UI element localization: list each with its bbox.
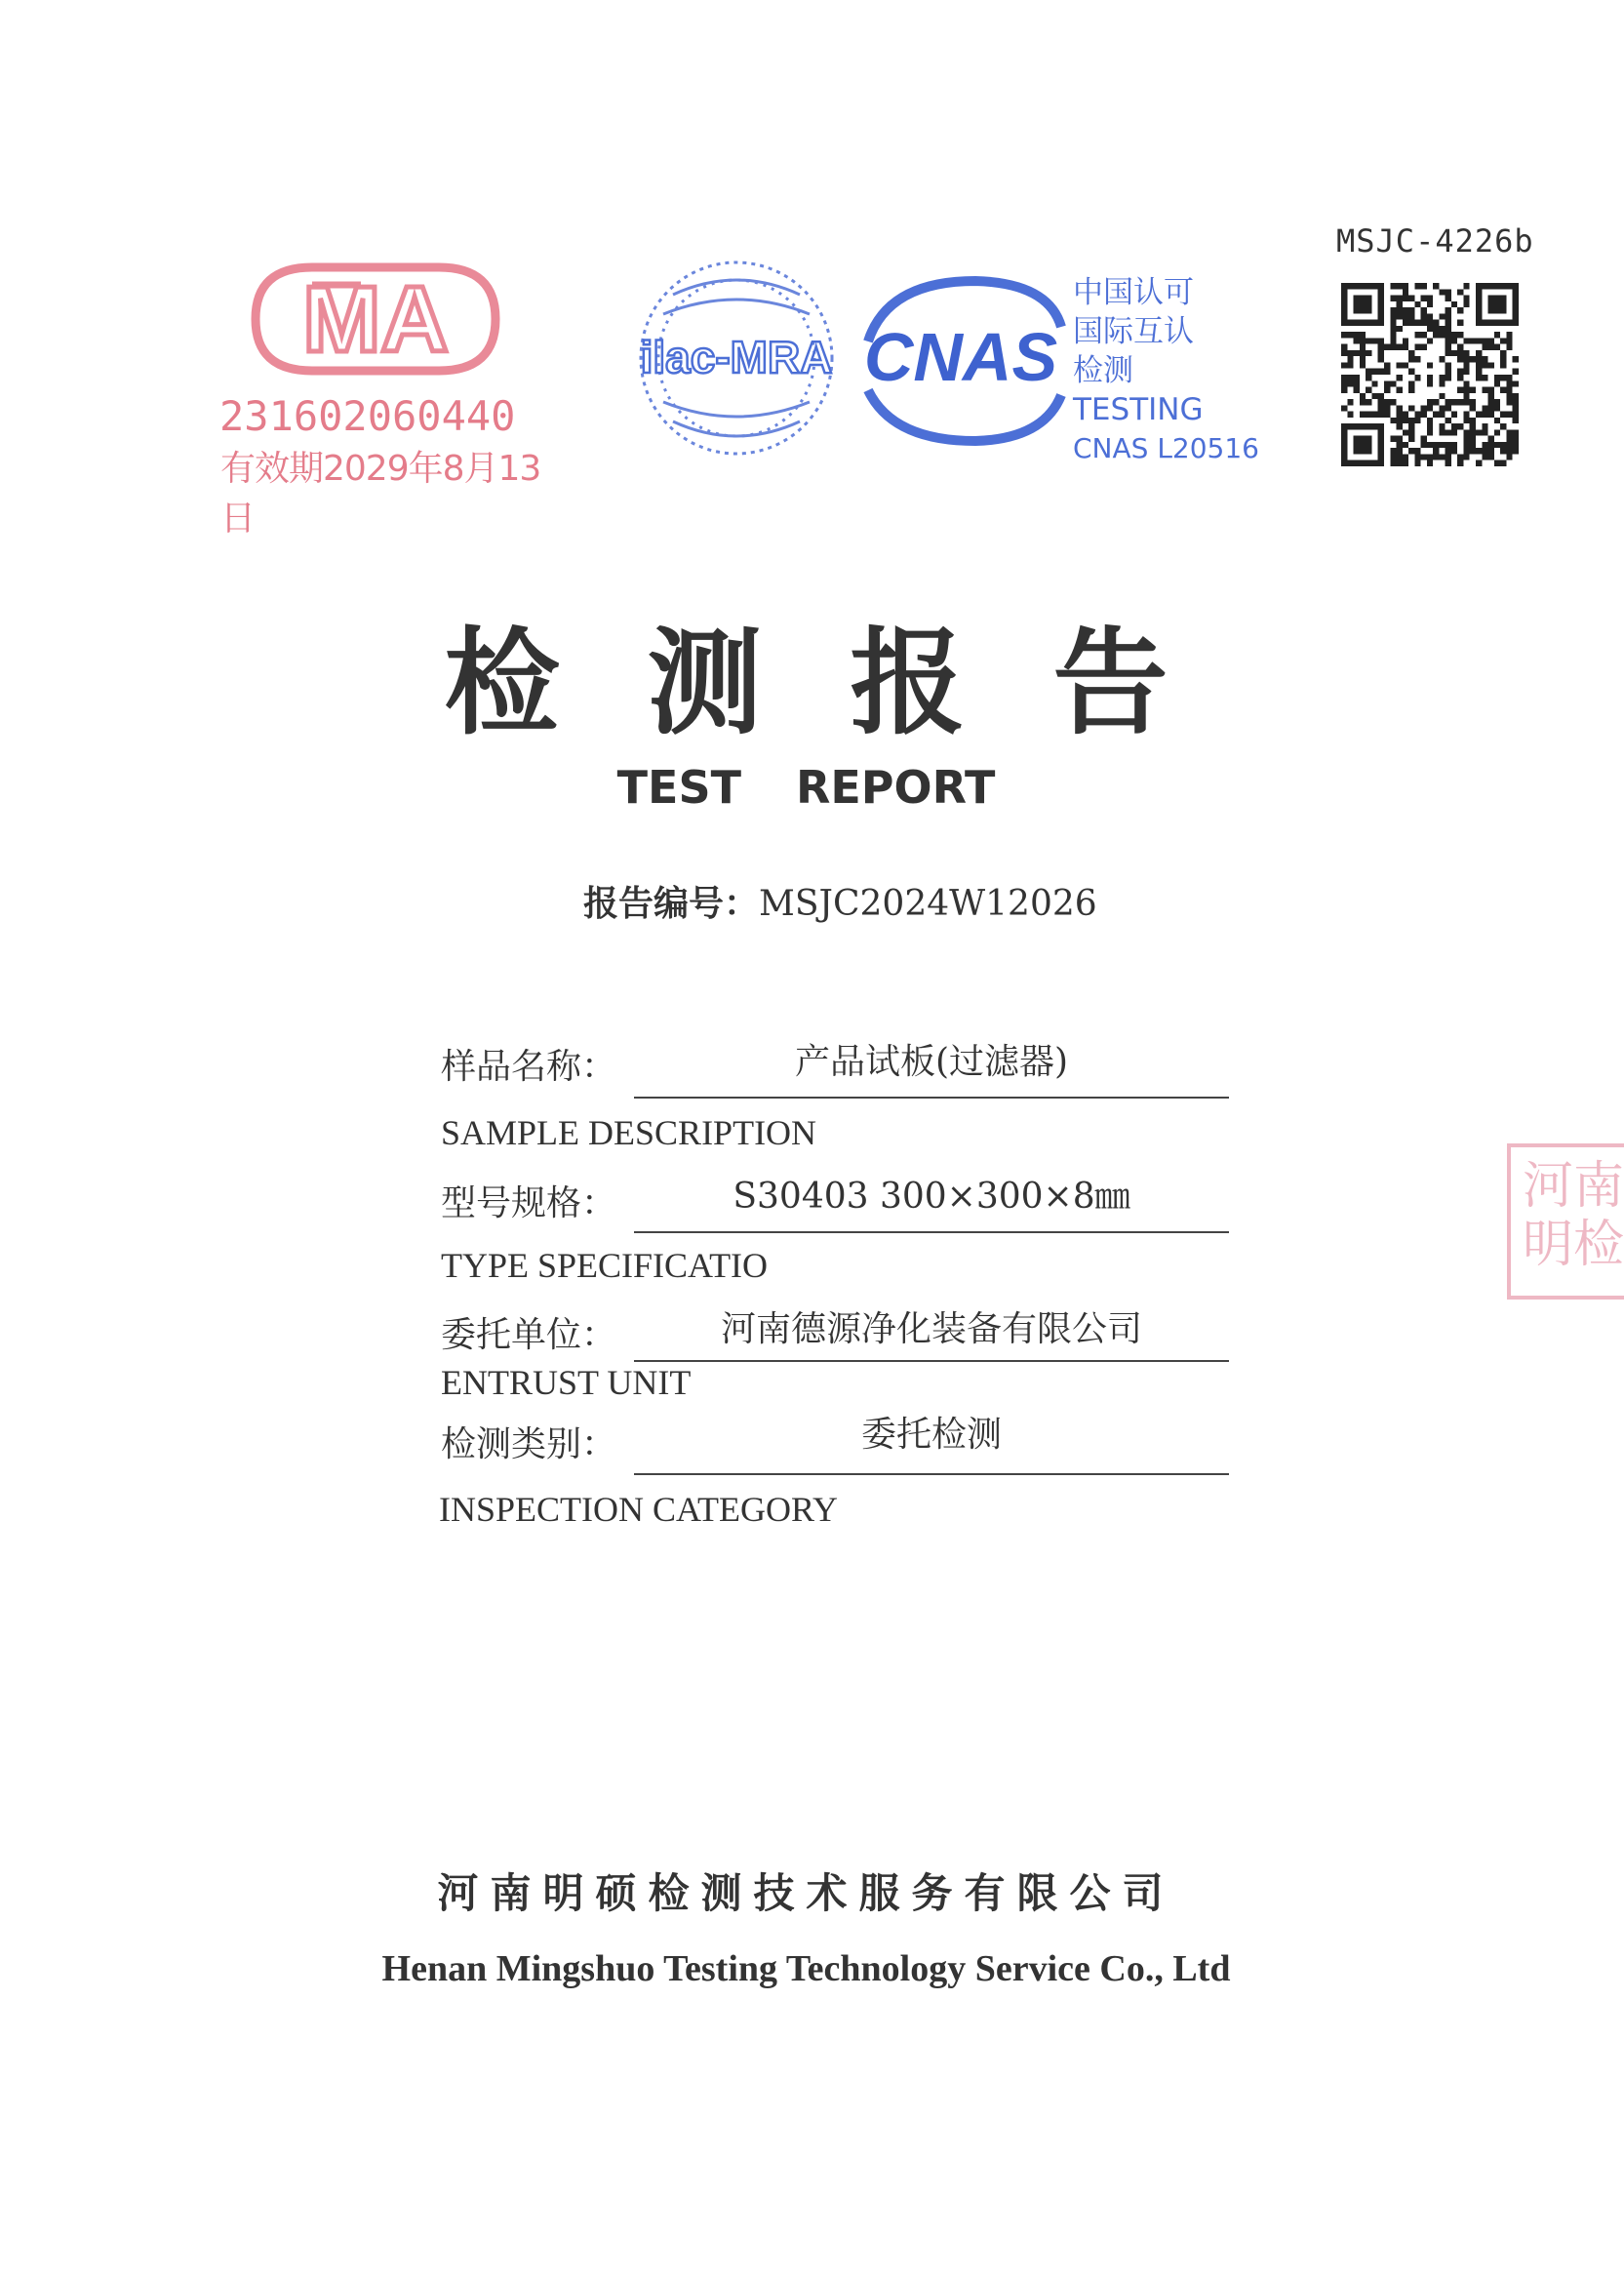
sample-value: 产品试板(过滤器) xyxy=(794,1042,1069,1082)
type-underline xyxy=(634,1231,1229,1233)
svg-text:ilac-MRA: ilac-MRA xyxy=(640,332,833,382)
cnas-line-4: TESTING xyxy=(1073,392,1204,427)
company-name-english: Henan Mingshuo Testing Technology Service Co., Ltd xyxy=(381,1948,1231,1989)
cnas-line-3: 检测 xyxy=(1073,353,1133,388)
ma-logo-icon xyxy=(244,256,507,382)
report-number-label: 报告编号： xyxy=(583,884,760,924)
type-label: 型号规格： xyxy=(441,1183,617,1223)
category-value: 委托检测 xyxy=(860,1415,1002,1455)
sample-label-en: SAMPLE DESCRIPTION xyxy=(441,1113,817,1152)
sample-underline xyxy=(634,1097,1229,1099)
client-label-en: ENTRUST UNIT xyxy=(441,1363,692,1402)
category-label: 检测类别： xyxy=(441,1424,617,1464)
type-value: S30403 300×300×8㎜ xyxy=(733,1177,1130,1217)
title-english: TEST REPORT xyxy=(616,761,996,814)
seal-stamp-text: 河南明检 xyxy=(1523,1157,1624,1274)
category-underline xyxy=(634,1473,1229,1475)
svg-text:MA: MA xyxy=(302,267,449,372)
cnas-logo xyxy=(849,273,1073,453)
sample-label: 样品名称： xyxy=(441,1047,617,1087)
client-value: 河南德源净化装备有限公司 xyxy=(720,1309,1142,1349)
cnas-line-1: 中国认可 xyxy=(1073,275,1194,310)
report-number-value: MSJC2024W12026 xyxy=(759,884,1097,924)
cnas-accreditation-text xyxy=(1073,273,1259,468)
report-number xyxy=(583,876,1097,926)
seal-stamp xyxy=(1507,1143,1624,1300)
title-chinese: 检测报告 xyxy=(444,615,1256,750)
type-label-en: TYPE SPECIFICATIO xyxy=(441,1246,769,1285)
cnas-line-2: 国际互认 xyxy=(1073,314,1194,349)
svg-text:CNAS: CNAS xyxy=(863,319,1058,395)
qr-code-icon xyxy=(1341,283,1519,466)
ma-valid-date: 有效期2029年8月13日 xyxy=(220,449,541,539)
form-code: MSJC-4226b xyxy=(1336,222,1534,260)
ilac-mra-logo xyxy=(634,256,839,464)
cnas-ellipse-icon xyxy=(849,273,1073,449)
ilac-globe-icon xyxy=(634,256,839,460)
client-label: 委托单位： xyxy=(441,1315,617,1355)
company-name-chinese: 河南明硕检测技术服务有限公司 xyxy=(437,1869,1175,1917)
ma-stamp xyxy=(215,256,546,539)
client-underline xyxy=(634,1360,1229,1362)
cnas-line-5: CNAS L20516 xyxy=(1073,432,1259,464)
category-label-en: INSPECTION CATEGORY xyxy=(439,1490,839,1529)
ma-cert-number: 231602060440 xyxy=(219,392,516,440)
